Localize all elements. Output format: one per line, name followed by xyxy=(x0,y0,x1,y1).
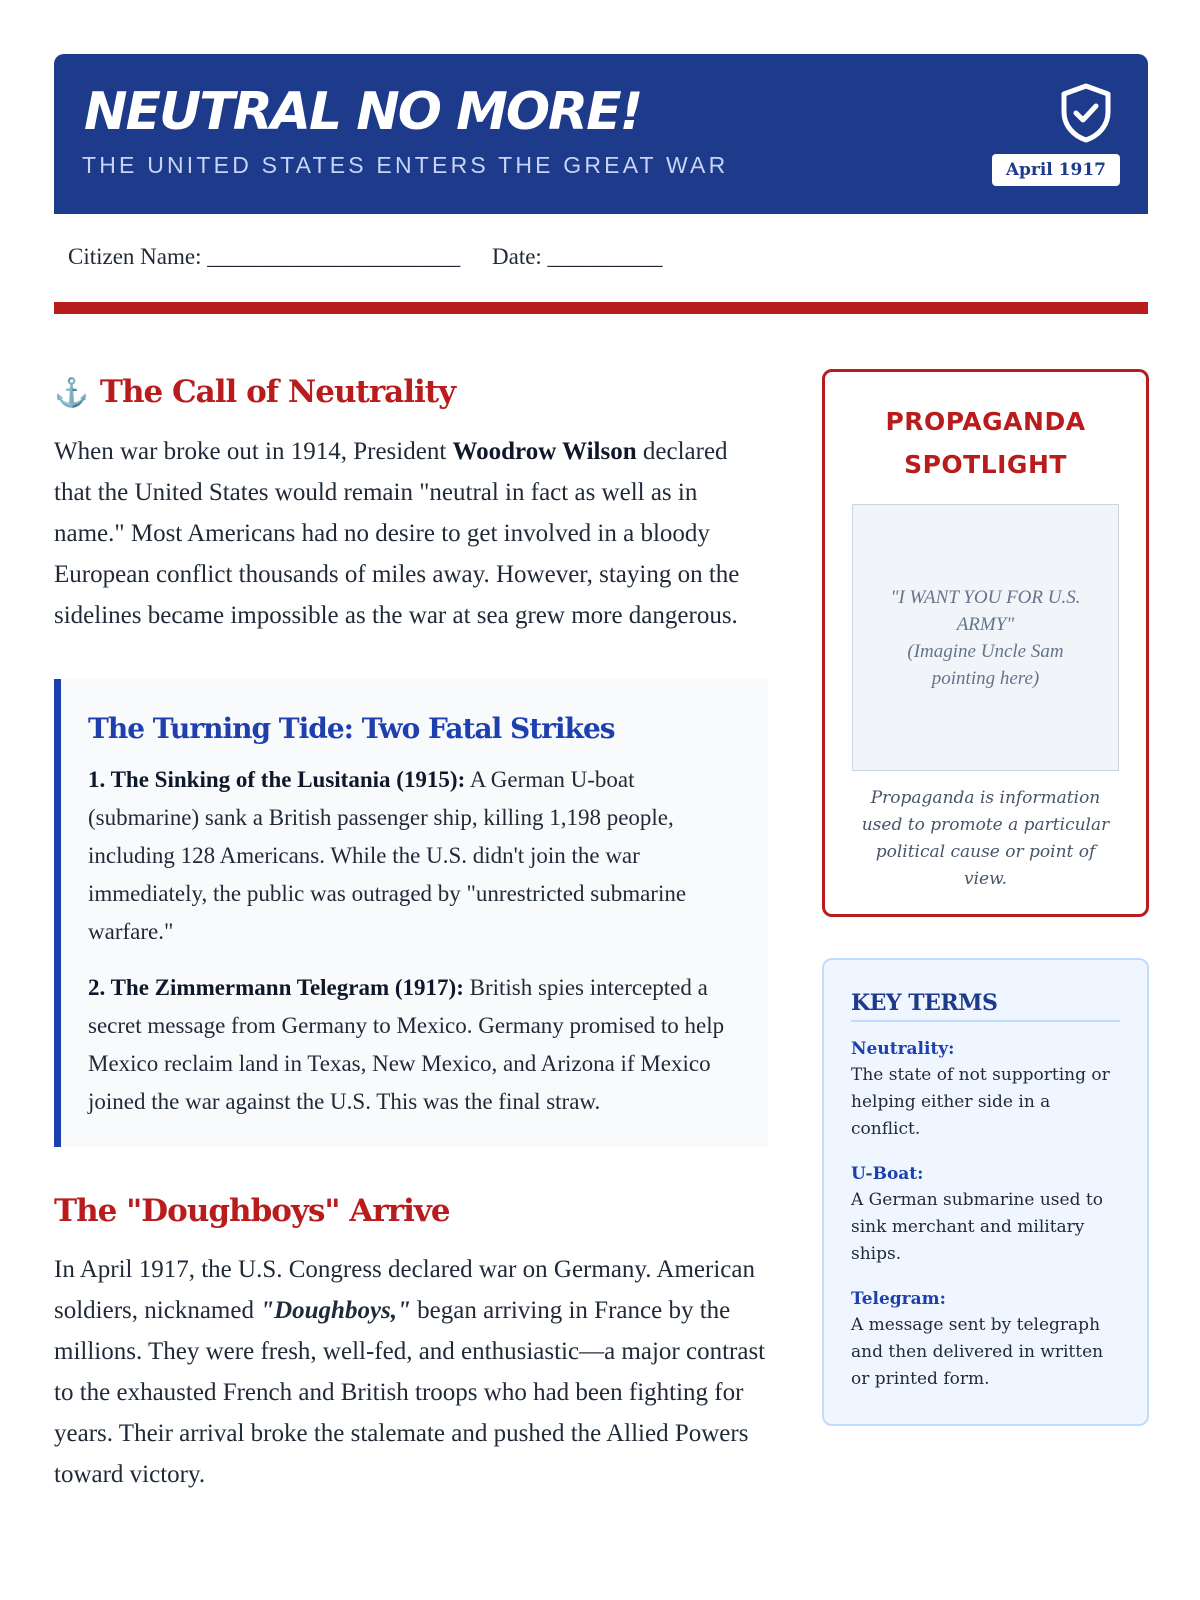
doughboys-paragraph: In April 1917, the U.S. Congress declared war on Germany. American soldiers, nicknamed "Doughboys," began arriving in France by the millions. They were fresh, well-fed, and enthusiastic—a major contrast to the exhausted French and British troops who had been fighting for years. Their arrival broke the stalemate and pushed the Allied Powers toward victory. xyxy=(54,1256,766,1488)
key-terms-heading: KEY TERMS xyxy=(851,988,1120,1022)
callout-item-lusitania: 1. The Sinking of the Lusitania (1915): A German U-boat (submarine) sank a British passenger ship, killing 1,198 people, including 128 Americans. While the U.S. didn't join the war immediately, the public was outraged by "unrestricted submarine warfare." xyxy=(88,767,687,944)
main-content xyxy=(54,370,768,1495)
citizen-name-field[interactable]: Citizen Name: ______________________ xyxy=(68,244,461,269)
callout-heading: The Turning Tide: Two Fatal Strikes xyxy=(88,712,615,745)
worksheet-title: NEUTRAL NO MORE! xyxy=(84,82,642,142)
callout-item-zimmermann: 2. The Zimmermann Telegram (1917): British spies intercepted a secret message from Germany to Mexico. Germany promised to help Mexico reclaim land in Texas, New Mexico, and Arizona if Mexico joined the war against the U.S. This was the final straw. xyxy=(88,975,725,1114)
section-heading-doughboys: The "Doughboys" Arrive xyxy=(54,1193,450,1229)
date-field[interactable]: Date: __________ xyxy=(492,244,663,269)
sidebar xyxy=(822,369,1149,1426)
key-terms-box xyxy=(822,958,1149,1426)
section-heading-neutrality: ⚓ The Call of Neutrality xyxy=(54,374,456,410)
propaganda-caption: Propaganda is information used to promote a particular political cause or point of view. xyxy=(861,788,1110,889)
turning-tide-callout xyxy=(54,679,768,1147)
term-telegram: Telegram: A message sent by telegraph and then delivered in written or printed form. xyxy=(851,1289,1104,1389)
propaganda-heading: PROPAGANDA SPOTLIGHT xyxy=(885,407,1086,479)
worksheet-subtitle: THE UNITED STATES ENTERS THE GREAT WAR xyxy=(82,152,729,178)
term-u-boat: U-Boat: A German submarine used to sink merchant and military ships. xyxy=(851,1164,1103,1264)
anchor-icon: ⚓ xyxy=(54,376,88,409)
propaganda-spotlight-box xyxy=(822,369,1149,917)
divider xyxy=(54,302,1148,314)
neutrality-paragraph: When war broke out in 1914, President Woodrow Wilson declared that the United States would remain "neutral in fact as well as in name." Most Americans had no desire to get involved in a bloody European conflict thousands of miles away. However, staying on the sidelines became impossible as the war at sea grew more dangerous. xyxy=(54,438,740,629)
shield-check-icon xyxy=(1058,82,1114,144)
poster-placeholder: "I WANT YOU FOR U.S. ARMY" (Imagine Uncle Sam pointing here) xyxy=(852,504,1119,771)
student-info-row xyxy=(68,244,689,270)
term-neutrality: Neutrality: The state of not supporting or helping either side in a conflict. xyxy=(851,1039,1110,1139)
worksheet-header xyxy=(54,54,1148,214)
date-badge: April 1917 xyxy=(992,154,1120,186)
